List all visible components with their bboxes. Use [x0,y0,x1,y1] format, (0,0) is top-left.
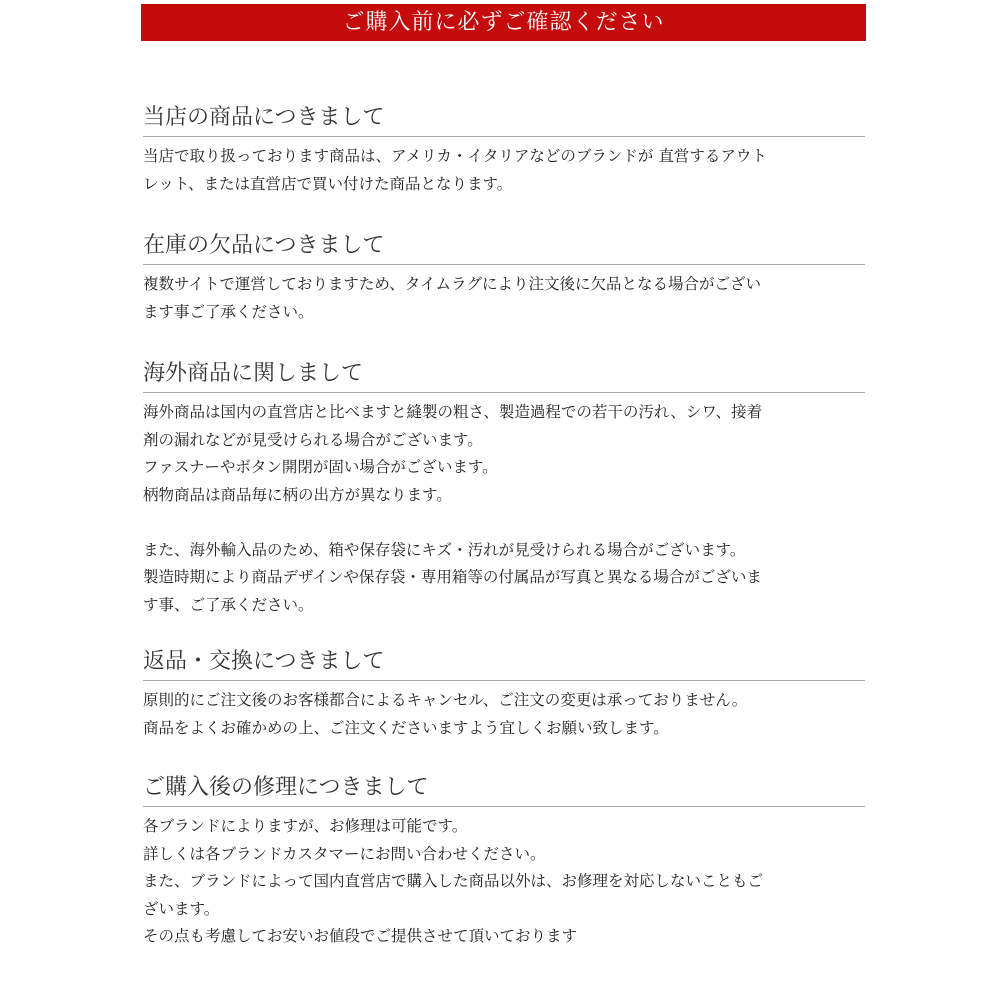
body-line: その点も考慮してお安いお値段でご提供させて頂いております [143,927,578,945]
section-heading-overseas: 海外商品に関しまして [143,360,865,393]
body-line: 柄物商品は商品毎に柄の出方が異なります。 [143,485,452,504]
section-heading-products: 当店の商品につきまして [143,104,865,137]
section-heading-repair: ご購入後の修理につきまして [143,774,865,807]
section-body-repair [143,807,865,951]
section-body-overseas-extra [143,537,865,620]
section-stock [143,232,865,326]
section-repair [143,774,865,951]
section-overseas [143,360,865,619]
body-line: ます事ご了承ください。 [143,302,314,321]
body-line: ファスナーやボタン開閉が固い場合がございます。 [143,458,498,476]
body-line: 各ブランドによりますが、お修理は可能です。 [143,817,468,835]
section-body-returns [143,681,865,742]
body-line: 剤の漏れなどが見受けられる場合がございます。 [143,430,483,449]
body-line: ざいます。 [143,899,220,918]
section-body-overseas [143,393,865,509]
notice-banner: ご購入前に必ずご確認ください [141,4,866,41]
body-line: レット、または直営店で買い付けた商品となります。 [143,174,513,193]
section-products [143,104,865,198]
body-line: 原則的にご注文後のお客様都合によるキャンセル、ご注文の変更は承っておりません。 [143,691,748,709]
body-line: す事、ご了承ください。 [143,595,314,614]
body-line: 商品をよくお確かめの上、ご注文くださいますよう宜しくお願い致します。 [143,718,669,737]
body-line: 製造時期により商品デザインや保存袋・専用箱等の付属品が写真と異なる場合がございま [143,568,762,586]
section-heading-returns: 返品・交換につきまして [143,648,865,681]
body-line: 当店で取り扱っております商品は、アメリカ・イタリアなどのブランドが 直営するアウト [143,147,767,165]
section-heading-stock: 在庫の欠品につきまして [143,232,865,265]
section-body-stock [143,265,865,326]
body-line: また、海外輸入品のため、箱や保存袋にキズ・汚れが見受けられる場合がございます。 [143,540,746,559]
body-line: また、ブランドによって国内直営店で購入した商品以外は、お修理を対応しないこともご [143,872,764,890]
body-line: 詳しくは各ブランドカスタマーにお問い合わせください。 [143,844,546,863]
section-returns [143,648,865,742]
section-body-products [143,137,865,198]
body-line: 複数サイトで運営しておりますため、タイムラグにより注文後に欠品となる場合がござい [143,275,761,293]
body-line: 海外商品は国内の直営店と比べますと縫製の粗さ、製造過程での若干の汚れ、シワ、接着 [143,403,763,421]
